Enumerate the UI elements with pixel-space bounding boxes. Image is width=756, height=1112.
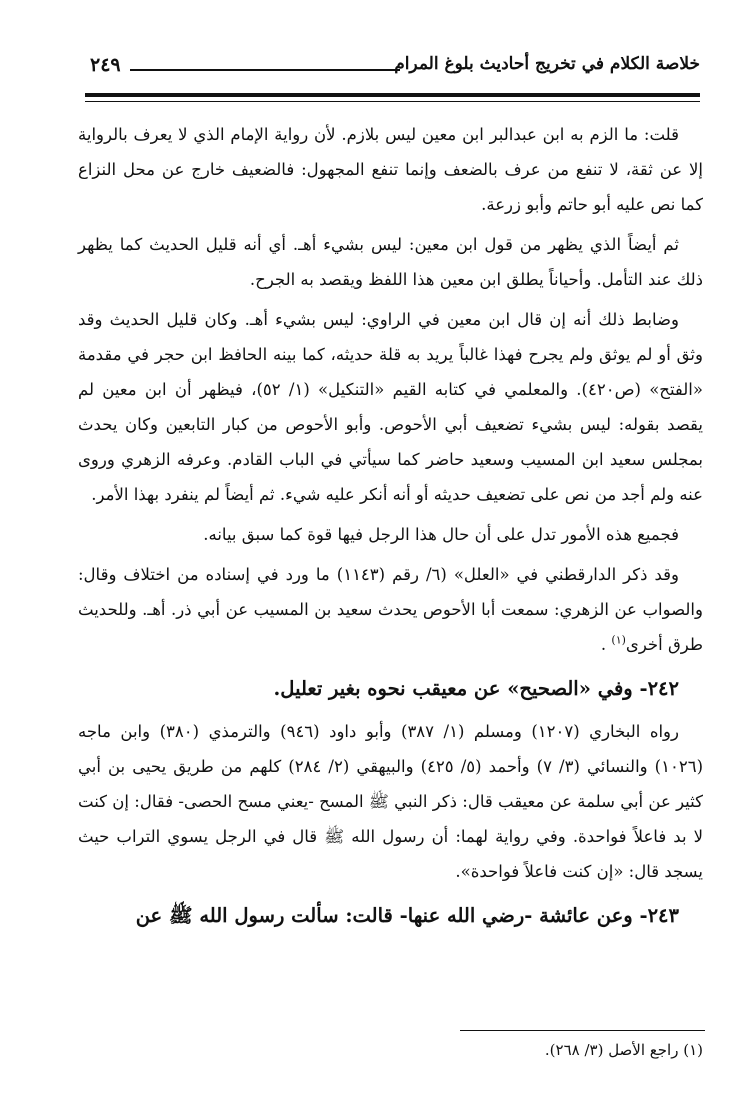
header-divider-thick <box>85 93 700 97</box>
paragraph-3: وضابط ذلك أنه إن قال ابن معين في الراوي: ليس بشيء أهـ. وكان قليل الحديث وقد وثق أو لم يوثق ولم يجرح فهذا غالباً يريد به قلة حديثه، كما بينه الحافظ ابن حجر في مقدمة «الفتح» (ص٤٢٠). والمعلمي في كتابه القيم «التنكيل» (١/ ٥٢)، فيظهر أن ابن معين لم يقصد بقوله: ليس بشيء تضعيف أبي الأحوص. وأبو الأحوص من كبار التابعين وكان يحدث بمجلس سعيد ابن المسيب وسعيد حاضر كما سيأتي في الباب القادم. وعرفه الزهري وروى عنه ولم أجد من نص على تضعيف حديثه أو أنه أنكر عليه شيء. ثم أيضاً لم ينفرد بهذا الأمر. <box>78 310 703 504</box>
footnote-separator <box>460 1030 705 1031</box>
hadith-243-heading: ٢٤٣- وعن عائشة -رضي الله عنها- قالت: سألت رسول الله ﷺ عن <box>135 904 679 927</box>
page-number: ٢٤٩ <box>90 54 121 76</box>
footnote: (١) راجع الأصل (٣/ ٢٦٨). <box>544 1041 703 1059</box>
header-rule <box>130 69 400 71</box>
running-title: خلاصة الكلام في تخريج أحاديث بلوغ المرام <box>394 54 700 74</box>
paragraph-1: قلت: ما الزم به ابن عبدالبر ابن معين ليس بلازم. لأن رواية الإمام الذي لا يعرف بالرواية إلا عن ثقة، لا تنفع من عرف بالضعف وإنما تنفع المجهول: فالضعيف خارج عن محل النزاع كما نص عليه أبو حاتم وأبو زرعة. <box>78 125 703 214</box>
main-text <box>78 117 703 941</box>
paragraph-242: رواه البخاري (١٢٠٧) ومسلم (١/ ٣٨٧) وأبو داود (٩٤٦) والترمذي (٣٨٠) وابن ماجه (١٠٢٦) والنسائي (٣/ ٧) وأحمد (٥/ ٤٢٥) والبيهقي (٢/ ٢٨٤) كلهم من طريق يحيى بن أبي كثير عن أبي سلمة عن معيقب قال: ذكر النبي ﷺ المسح -يعني مسح الحصى- فقال: إن كنت لا بد فاعلاً فواحدة. وفي رواية لهما: أن رسول الله ﷺ قال في الرجل يسوي التراب حيث يسجد قال: «إن كنت فاعلاً فواحدة». <box>78 722 704 881</box>
header-divider-thin <box>85 101 700 102</box>
footnote-marker[interactable]: (١) <box>611 633 626 647</box>
paragraph-5: وقد ذكر الدارقطني في «العلل» (٦/ رقم (١١٤٣) ما ورد في إسناده من اختلاف وقال: والصواب عن الزهري: سمعت أبا الأحوص يحدث سعيد بن المسيب عن أبي ذر. أهـ. وللحديث طرق أخرى$^{(١)}$ . <box>78 565 703 654</box>
paragraph-5-text: وقد ذكر الدارقطني في «العلل» (٦/ رقم (١١٤٣) ما ورد في إسناده من اختلاف وقال: والصواب عن الزهري: سمعت أبا الأحوص يحدث سعيد بن المسيب عن أبي ذر. أهـ. وللحديث طرق أخرى <box>78 565 703 654</box>
hadith-242-heading: ٢٤٢- وفي «الصحيح» عن معيقب نحوه بغير تعليل. <box>273 677 679 700</box>
page-header <box>85 50 700 90</box>
paragraph-4: فجميع هذه الأمور تدل على أن حال هذا الرجل فيها قوة كما سبق بيانه. <box>203 525 679 544</box>
paragraph-2: ثم أيضاً الذي يظهر من قول ابن معين: ليس بشيء أهـ. أي أنه قليل الحديث كما يظهر ذلك عند التأمل. وأحياناً يطلق ابن معين هذا اللفظ ويقصد به الجرح. <box>78 235 703 289</box>
